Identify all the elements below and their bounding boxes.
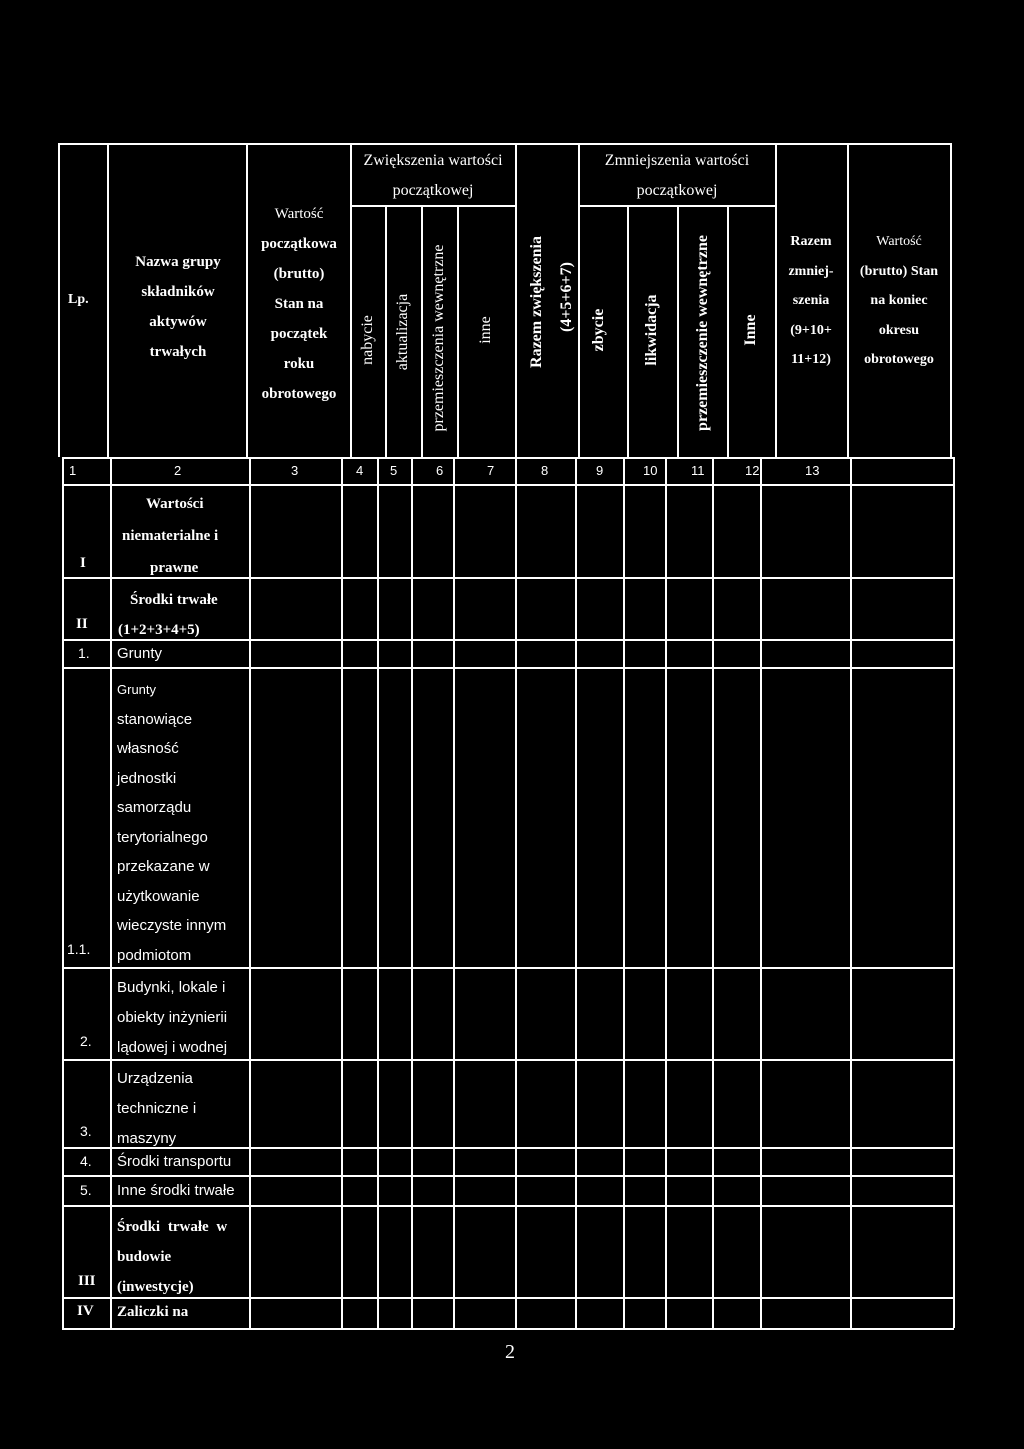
row-name-line: własność [117,740,179,757]
row-name [114,488,249,584]
column-number: 11 [691,463,705,478]
column-number: 7 [487,463,495,478]
row-name-line: (1+2+3+4+5) [118,622,200,638]
header-group-name-line: aktywów [149,314,207,330]
row-name-line: jednostki [117,769,177,787]
row-lp: 1. [78,645,90,661]
row-name-line: Urządzenia [117,1070,193,1087]
header-initial-value-line: Stan na [274,296,324,312]
row-name [117,675,226,970]
row-name-line: Wartości [146,496,204,512]
column-number: 3 [291,463,299,478]
header-decrease-group-line: początkowej [636,182,718,199]
row-name-line: wieczyste innym [117,917,227,934]
header-col-aktualizacja: aktualizacja [394,293,411,371]
header-lp: Lp. [68,292,89,307]
row-name-line: Grunty [117,645,163,662]
header-final-value-line: Wartość [876,234,922,249]
row-name-line: lądowej i wodnej [117,1039,228,1056]
column-number: 4 [356,463,364,478]
header-col-inne-decrease: Inne [742,314,759,346]
header-initial-value [248,199,350,409]
row-lp: III [78,1273,96,1289]
header-final-value-line: na koniec [870,293,928,308]
column-number: 1 [69,463,77,478]
row-name [117,1212,249,1302]
row-name [117,646,162,662]
header-increase-group-line: Zwiększenia wartości [363,152,503,169]
page-number: 2 [505,1341,515,1363]
header-group-name [110,247,246,367]
header-col-przemieszczenia: przemieszczenia wewnętrzne [430,244,447,432]
column-number: 8 [541,463,549,478]
header-decrease-total-line: (9+10+ [790,322,832,338]
column-number: 6 [436,463,444,478]
column-number: 10 [643,463,658,478]
row-name-line: techniczne i [117,1100,197,1117]
row-name-line: Środki trwałe w [117,1219,228,1235]
row-name-line: samorządu [117,799,192,816]
row-name-line: Środki transportu [117,1153,232,1170]
row-name-line: terytorialnego [117,828,208,846]
header-increase-group-line: początkowej [392,182,474,199]
header-initial-value-line: Wartość [274,206,324,222]
header-final-value [847,227,951,375]
row-name-line: (inwestycje) [117,1279,194,1295]
header-increase-group [350,146,516,206]
header-col-przemieszczenie: przemieszczenie wewnętrzne [694,235,711,431]
row-name-line: użytkowanie [117,887,200,905]
header-increase-total-formula: (4+5+6+7) [558,261,575,333]
header-col-likwidacja: likwidacja [643,294,660,366]
row-lp: 3. [80,1123,92,1139]
header-decrease-total-line: 11+12) [791,352,831,367]
row-lp: 1.1. [67,941,91,957]
header-group-name-line: trwałych [149,344,207,360]
row-name [117,973,227,1063]
row-name-line: Budynki, lokale i [117,979,226,996]
header-decrease-total-line: zmniej- [788,263,834,279]
row-lp: IV [77,1303,94,1319]
row-name-line: Grunty [117,682,157,697]
column-number: 5 [390,463,398,478]
row-name-line: Środki trwałe [130,592,218,608]
header-col-zbycie: zbycie [590,308,607,352]
row-name-line: stanowiące [117,710,193,728]
header-decrease-total-line: Razem [790,234,832,249]
column-number: 2 [174,463,182,478]
header-initial-value-line: obrotowego [261,386,337,402]
row-name [118,585,249,645]
header-decrease-total-line: szenia [792,293,830,308]
column-number: 9 [596,463,604,478]
header-initial-value-line: początek [270,326,328,342]
header-increase-total: Razem zwiększenia [528,236,545,368]
row-name-line: maszyny [117,1130,177,1147]
header-group-name-line: składników [141,284,215,300]
header-final-value-line: (brutto) Stan [859,263,939,279]
column-number: 13 [805,463,820,478]
header-final-value-line: obrotowego [864,352,934,367]
row-lp: 5. [80,1182,92,1198]
row-name-line: Zaliczki na [117,1304,189,1320]
row-name-line: podmiotom [117,946,192,964]
header-decrease-group-line: Zmniejszenia wartości [604,152,750,169]
row-name-line: niematerialne i [122,528,219,544]
header-initial-value-line: początkowa [261,236,337,252]
row-name-line: obiekty inżynierii [117,1009,228,1026]
row-name-line: przekazane w [117,858,210,875]
row-name-line: prawne [150,560,199,576]
header-decrease-group [578,146,776,206]
header-initial-value-line: roku [283,356,315,372]
header-decrease-total [775,227,847,375]
row-lp: I [80,555,86,571]
row-lp: 2. [80,1033,92,1049]
column-number: 12 [745,463,760,478]
row-name [117,1064,196,1154]
row-lp: 4. [80,1153,92,1169]
header-final-value-line: okresu [878,322,920,338]
header-group-name-line: Nazwa grupy [135,254,221,270]
row-name-line: Inne środki trwałe [117,1182,235,1199]
header-col-inne: inne [477,316,494,344]
row-name-line: budowie [117,1249,172,1265]
header-initial-value-line: (brutto) [273,266,325,282]
row-name [117,1304,188,1320]
header-col-nabycie: nabycie [359,315,376,365]
row-name [117,1183,235,1199]
row-lp: II [76,616,88,632]
row-name [117,1154,231,1170]
